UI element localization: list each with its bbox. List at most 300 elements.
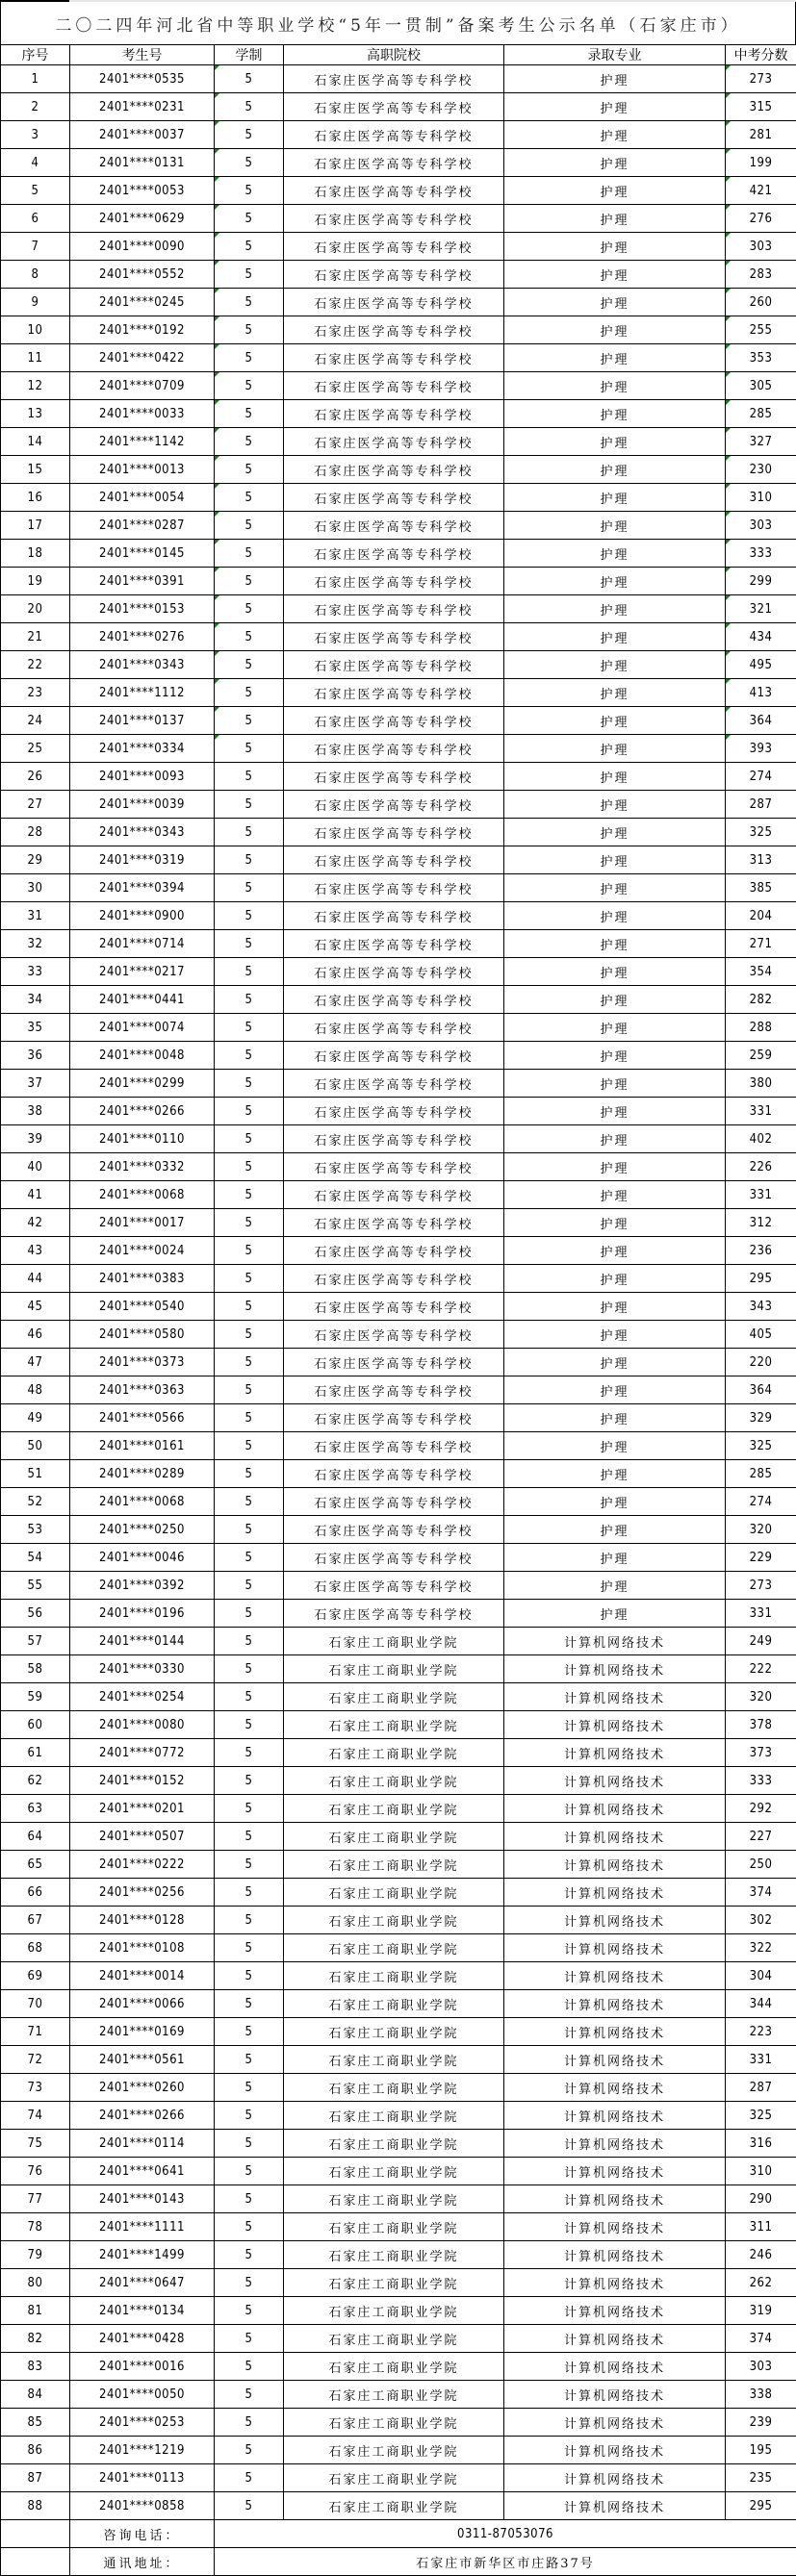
cell-college: 石家庄医学高等专科学校 [284,846,504,874]
cell-college: 石家庄工商职业学院 [284,1711,504,1739]
cell-seq: 84 [1,2381,70,2409]
table-row [1,2185,796,2213]
cell-college: 石家庄医学高等专科学校 [284,428,504,456]
cell-major: 计算机网络技术 [504,1655,726,1683]
cell-major: 计算机网络技术 [504,1962,726,1990]
cell-seq: 44 [1,1265,70,1293]
table-row [1,1098,796,1125]
cell-college: 石家庄医学高等专科学校 [284,316,504,344]
cell-score: 495 [726,651,796,679]
cell-seq: 22 [1,651,70,679]
table-row [1,2353,796,2381]
cell-seq: 59 [1,1683,70,1711]
cell-exam-no: 2401****0391 [70,568,215,595]
cell-seq: 19 [1,568,70,595]
cell-seq: 9 [1,289,70,316]
table-row [1,456,796,484]
cell-seq: 7 [1,233,70,261]
cell-exam-no: 2401****0153 [70,595,215,623]
cell-major: 护理 [504,595,726,623]
cell-years: 5 [215,1962,284,1990]
cell-college: 石家庄医学高等专科学校 [284,1181,504,1209]
table-row [1,512,796,540]
cell-college: 石家庄工商职业学院 [284,2102,504,2130]
cell-exam-no: 2401****0068 [70,1488,215,1516]
table-row [1,1014,796,1042]
cell-major: 护理 [504,1600,726,1628]
cell-score: 303 [726,2353,796,2381]
cell-score: 329 [726,1404,796,1432]
cell-exam-no: 2401****0024 [70,1237,215,1265]
cell-major: 护理 [504,1014,726,1042]
cell-major: 计算机网络技术 [504,2102,726,2130]
cell-exam-no: 2401****0319 [70,846,215,874]
footer-row-phone [1,2520,796,2548]
cell-college: 石家庄医学高等专科学校 [284,484,504,512]
cell-major: 护理 [504,205,726,233]
table-row [1,1711,796,1739]
cell-exam-no: 2401****0330 [70,1655,215,1683]
cell-major: 计算机网络技术 [504,1767,726,1795]
cell-score: 273 [726,1572,796,1600]
cell-years: 5 [215,2102,284,2130]
cell-seq: 57 [1,1628,70,1655]
cell-score: 281 [726,121,796,149]
cell-exam-no: 2401****0250 [70,1516,215,1544]
cell-exam-no: 2401****0192 [70,316,215,344]
cell-score: 338 [726,2381,796,2409]
cell-years: 5 [215,233,284,261]
cell-years: 5 [215,763,284,791]
cell-years: 5 [215,2492,284,2520]
cell-major: 护理 [504,846,726,874]
cell-seq: 39 [1,1125,70,1153]
cell-seq: 77 [1,2185,70,2213]
table-row [1,1321,796,1349]
cell-major: 护理 [504,1572,726,1600]
cell-exam-no: 2401****0373 [70,1349,215,1376]
cell-years: 5 [215,2130,284,2158]
cell-exam-no: 2401****0196 [70,1600,215,1628]
cell-college: 石家庄医学高等专科学校 [284,902,504,930]
cell-exam-no: 2401****0217 [70,958,215,986]
cell-major: 计算机网络技术 [504,1739,726,1767]
cell-years: 5 [215,149,284,177]
cell-exam-no: 2401****0066 [70,1990,215,2018]
cell-college: 石家庄医学高等专科学校 [284,1209,504,1237]
cell-major: 护理 [504,512,726,540]
cell-exam-no: 2401****1111 [70,2213,215,2241]
table-row [1,233,796,261]
cell-score: 312 [726,1209,796,1237]
cell-college: 石家庄医学高等专科学校 [284,540,504,568]
phone-label: 咨询电话： [70,2520,215,2548]
cell-major: 护理 [504,1265,726,1293]
table-row [1,2269,796,2297]
cell-exam-no: 2401****0332 [70,1153,215,1181]
cell-exam-no: 2401****0900 [70,902,215,930]
cell-score: 322 [726,1934,796,1962]
cell-exam-no: 2401****0201 [70,1795,215,1823]
cell-seq: 40 [1,1153,70,1181]
cell-exam-no: 2401****0580 [70,1321,215,1349]
cell-major: 护理 [504,1460,726,1488]
cell-seq: 56 [1,1600,70,1628]
cell-years: 5 [215,93,284,121]
cell-seq: 4 [1,149,70,177]
cell-exam-no: 2401****0535 [70,65,215,93]
cell-college: 石家庄医学高等专科学校 [284,93,504,121]
cell-years: 5 [215,902,284,930]
table-row [1,1432,796,1460]
cell-college: 石家庄工商职业学院 [284,2241,504,2269]
cell-seq: 33 [1,958,70,986]
table-row [1,2046,796,2074]
cell-major: 计算机网络技术 [504,2353,726,2381]
cell-college: 石家庄工商职业学院 [284,2381,504,2409]
cell-college: 石家庄工商职业学院 [284,2158,504,2185]
cell-score: 246 [726,2241,796,2269]
cell-college: 石家庄工商职业学院 [284,2353,504,2381]
cell-college: 石家庄医学高等专科学校 [284,679,504,707]
cell-major: 护理 [504,484,726,512]
cell-college: 石家庄工商职业学院 [284,1739,504,1767]
cell-years: 5 [215,456,284,484]
cell-years: 5 [215,1321,284,1349]
cell-score: 295 [726,1265,796,1293]
cell-major: 计算机网络技术 [504,1934,726,1962]
cell-major: 计算机网络技术 [504,2381,726,2409]
cell-score: 310 [726,2158,796,2185]
cell-score: 290 [726,2185,796,2213]
table-row [1,1907,796,1934]
cell-seq: 63 [1,1795,70,1823]
cell-score: 319 [726,2297,796,2325]
cell-score: 220 [726,1349,796,1376]
cell-major: 计算机网络技术 [504,2492,726,2520]
address-value: 石家庄市新华区市庄路37号 [215,2548,796,2576]
cell-years: 5 [215,930,284,958]
table-row [1,1181,796,1209]
cell-years: 5 [215,1209,284,1237]
cell-years: 5 [215,1823,284,1851]
cell-seq: 17 [1,512,70,540]
cell-score: 333 [726,1767,796,1795]
cell-years: 5 [215,2269,284,2297]
cell-major: 护理 [504,344,726,372]
cell-score: 249 [726,1628,796,1655]
cell-score: 402 [726,1125,796,1153]
cell-seq: 52 [1,1488,70,1516]
cell-college: 石家庄医学高等专科学校 [284,205,504,233]
cell-major: 护理 [504,819,726,846]
cell-college: 石家庄工商职业学院 [284,2074,504,2102]
cell-exam-no: 2401****0422 [70,344,215,372]
cell-major: 护理 [504,400,726,428]
cell-major: 护理 [504,1042,726,1070]
cell-exam-no: 2401****0090 [70,233,215,261]
cell-major: 护理 [504,651,726,679]
cell-years: 5 [215,651,284,679]
cell-seq: 69 [1,1962,70,1990]
cell-seq: 32 [1,930,70,958]
cell-exam-no: 2401****0276 [70,623,215,651]
cell-college: 石家庄医学高等专科学校 [284,1404,504,1432]
cell-exam-no: 2401****0152 [70,1767,215,1795]
cell-score: 287 [726,2074,796,2102]
cell-seq: 64 [1,1823,70,1851]
cell-years: 5 [215,177,284,205]
cell-seq: 82 [1,2325,70,2353]
header-row [1,45,796,65]
cell-college: 石家庄医学高等专科学校 [284,456,504,484]
cell-college: 石家庄工商职业学院 [284,2185,504,2213]
cell-score: 229 [726,1544,796,1572]
cell-college: 石家庄工商职业学院 [284,1655,504,1683]
table-row [1,846,796,874]
cell-years: 5 [215,2353,284,2381]
cell-major: 护理 [504,1376,726,1404]
cell-seq: 12 [1,372,70,400]
cell-years: 5 [215,2241,284,2269]
cell-years: 5 [215,1600,284,1628]
cell-score: 274 [726,1488,796,1516]
table-row [1,400,796,428]
cell-years: 5 [215,2046,284,2074]
cell-college: 石家庄医学高等专科学校 [284,1098,504,1125]
cell-score: 255 [726,316,796,344]
cell-seq: 42 [1,1209,70,1237]
cell-exam-no: 2401****0137 [70,707,215,735]
cell-seq: 65 [1,1851,70,1879]
cell-college: 石家庄工商职业学院 [284,1962,504,1990]
cell-exam-no: 2401****0017 [70,1209,215,1237]
cell-major: 护理 [504,177,726,205]
cell-score: 204 [726,902,796,930]
cell-exam-no: 2401****0394 [70,874,215,902]
cell-years: 5 [215,1098,284,1125]
table-row [1,623,796,651]
cell-score: 285 [726,1460,796,1488]
cell-score: 374 [726,2325,796,2353]
cell-college: 石家庄工商职业学院 [284,2018,504,2046]
cell-college: 石家庄医学高等专科学校 [284,1544,504,1572]
cell-exam-no: 2401****0428 [70,2325,215,2353]
cell-major: 护理 [504,707,726,735]
table-row [1,1628,796,1655]
cell-score: 374 [726,1879,796,1907]
cell-years: 5 [215,1460,284,1488]
cell-score: 250 [726,1851,796,1879]
table-row [1,177,796,205]
table-row [1,261,796,289]
cell-exam-no: 2401****0046 [70,1544,215,1572]
cell-seq: 86 [1,2437,70,2464]
cell-seq: 71 [1,2018,70,2046]
table-row [1,93,796,121]
header-years: 学制 [215,45,284,65]
cell-major: 护理 [504,679,726,707]
cell-seq: 58 [1,1655,70,1683]
cell-seq: 35 [1,1014,70,1042]
cell-years: 5 [215,1070,284,1098]
cell-major: 护理 [504,958,726,986]
cell-score: 274 [726,763,796,791]
cell-years: 5 [215,1376,284,1404]
cell-score: 310 [726,484,796,512]
cell-seq: 53 [1,1516,70,1544]
table-row [1,763,796,791]
cell-score: 364 [726,1376,796,1404]
cell-college: 石家庄医学高等专科学校 [284,791,504,819]
cell-exam-no: 2401****0144 [70,1628,215,1655]
cell-college: 石家庄医学高等专科学校 [284,1014,504,1042]
cell-college: 石家庄医学高等专科学校 [284,149,504,177]
cell-seq: 88 [1,2492,70,2520]
cell-exam-no: 2401****0561 [70,2046,215,2074]
table-row [1,1544,796,1572]
table-row [1,1934,796,1962]
cell-years: 5 [215,1014,284,1042]
table-row [1,2102,796,2130]
cell-seq: 18 [1,540,70,568]
cell-years: 5 [215,1907,284,1934]
cell-major: 计算机网络技术 [504,2437,726,2464]
cell-major: 护理 [504,456,726,484]
cell-years: 5 [215,344,284,372]
table-row [1,791,796,819]
cell-years: 5 [215,1237,284,1265]
cell-exam-no: 2401****0714 [70,930,215,958]
cell-college: 石家庄医学高等专科学校 [284,1042,504,1070]
cell-major: 计算机网络技术 [504,1795,726,1823]
table-row [1,1404,796,1432]
cell-seq: 2 [1,93,70,121]
table-row [1,930,796,958]
table-row [1,2130,796,2158]
cell-college: 石家庄医学高等专科学校 [284,121,504,149]
table-row [1,2074,796,2102]
cell-major: 护理 [504,1209,726,1237]
cell-seq: 60 [1,1711,70,1739]
table-row [1,2437,796,2464]
cell-score: 331 [726,1600,796,1628]
cell-seq: 85 [1,2409,70,2437]
cell-college: 石家庄工商职业学院 [284,1907,504,1934]
cell-major: 护理 [504,930,726,958]
table-row [1,902,796,930]
table-row [1,2464,796,2492]
cell-major: 计算机网络技术 [504,2130,726,2158]
table-row [1,986,796,1014]
cell-major: 护理 [504,902,726,930]
cell-score: 299 [726,568,796,595]
cell-exam-no: 2401****0128 [70,1907,215,1934]
cell-college: 石家庄医学高等专科学校 [284,707,504,735]
header-exam-no: 考生号 [70,45,215,65]
cell-years: 5 [215,595,284,623]
cell-major: 护理 [504,791,726,819]
cell-score: 303 [726,233,796,261]
cell-college: 石家庄医学高等专科学校 [284,1070,504,1098]
cell-seq: 20 [1,595,70,623]
cell-years: 5 [215,791,284,819]
cell-years: 5 [215,1655,284,1683]
cell-years: 5 [215,1990,284,2018]
cell-exam-no: 2401****0143 [70,2185,215,2213]
cell-seq: 11 [1,344,70,372]
table-row [1,1153,796,1181]
cell-score: 302 [726,1907,796,1934]
cell-college: 石家庄医学高等专科学校 [284,1349,504,1376]
cell-college: 石家庄工商职业学院 [284,2269,504,2297]
table-row [1,1739,796,1767]
cell-years: 5 [215,1181,284,1209]
table-row [1,1265,796,1293]
cell-years: 5 [215,707,284,735]
cell-score: 344 [726,1990,796,2018]
cell-major: 护理 [504,986,726,1014]
roster-table [0,44,796,2576]
table-row [1,958,796,986]
cell-score: 378 [726,1711,796,1739]
cell-exam-no: 2401****0068 [70,1181,215,1209]
cell-years: 5 [215,2158,284,2185]
cell-college: 石家庄医学高等专科学校 [284,1432,504,1460]
cell-score: 333 [726,540,796,568]
cell-major: 护理 [504,735,726,763]
cell-years: 5 [215,1349,284,1376]
cell-score: 271 [726,930,796,958]
cell-college: 石家庄医学高等专科学校 [284,986,504,1014]
cell-seq: 15 [1,456,70,484]
cell-major: 护理 [504,93,726,121]
cell-exam-no: 2401****0647 [70,2269,215,2297]
cell-major: 护理 [504,1125,726,1153]
cell-college: 石家庄医学高等专科学校 [284,1125,504,1153]
cell-college: 石家庄工商职业学院 [284,2130,504,2158]
cell-years: 5 [215,2409,284,2437]
cell-seq: 83 [1,2353,70,2381]
cell-major: 计算机网络技术 [504,1711,726,1739]
cell-major: 护理 [504,1488,726,1516]
table-row [1,1767,796,1795]
cell-years: 5 [215,2018,284,2046]
cell-years: 5 [215,512,284,540]
cell-years: 5 [215,2297,284,2325]
cell-score: 260 [726,289,796,316]
cell-score: 285 [726,400,796,428]
cell-years: 5 [215,2325,284,2353]
cell-college: 石家庄医学高等专科学校 [284,344,504,372]
cell-major: 计算机网络技术 [504,2297,726,2325]
cell-seq: 76 [1,2158,70,2185]
cell-score: 303 [726,512,796,540]
table-row [1,1823,796,1851]
cell-exam-no: 2401****0289 [70,1460,215,1488]
cell-score: 226 [726,1153,796,1181]
cell-seq: 73 [1,2074,70,2102]
cell-score: 325 [726,819,796,846]
cell-major: 计算机网络技术 [504,2074,726,2102]
cell-college: 石家庄工商职业学院 [284,2046,504,2074]
cell-seq: 27 [1,791,70,819]
footer-blank-cell [1,2520,70,2548]
cell-college: 石家庄医学高等专科学校 [284,1600,504,1628]
cell-seq: 30 [1,874,70,902]
cell-major: 护理 [504,289,726,316]
table-row [1,205,796,233]
